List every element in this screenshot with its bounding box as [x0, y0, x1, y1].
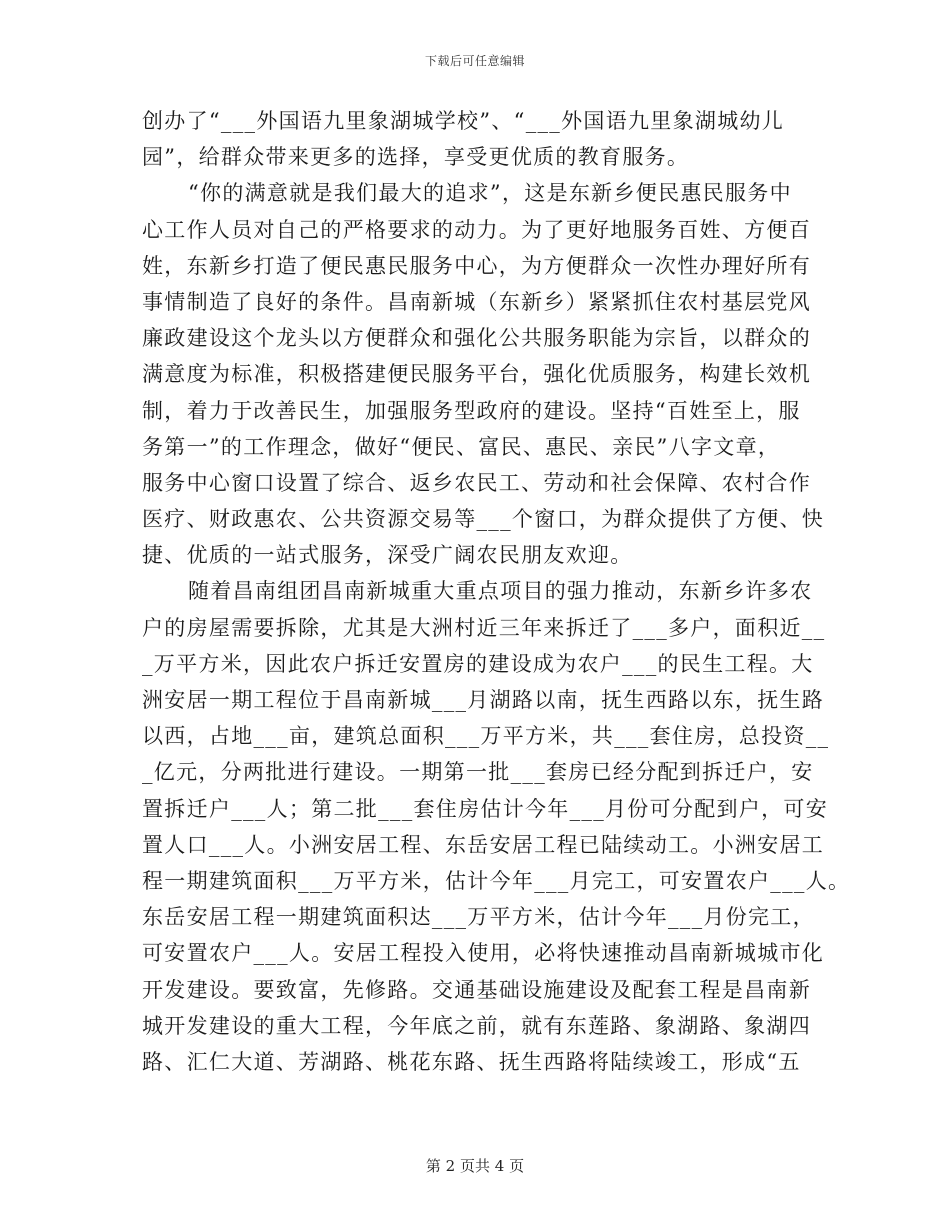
text-line: 事情制造了良好的条件。昌南新城（东新乡）紧紧抓住农村基层党风 — [142, 289, 811, 314]
text-line: 户的房屋需要拆除，尤其是大洲村近三年来拆迁了___多户，面积近__ — [142, 615, 826, 640]
text-line: 洲安居一期工程位于昌南新城___月湖路以南，抚生西路以东，抚生路 — [142, 688, 825, 712]
text-line: _万平方米，因此农户拆迁安置房的建设成为农户___的民生工程。大 — [142, 651, 814, 676]
text-line: 可安置农户___人。安居工程投入使用，必将快速推动昌南新城城市化 — [142, 941, 825, 966]
text-line: 路、汇仁大道、芳湖路、桃花东路、抚生西路将陆续竣工，形成“五 — [142, 1049, 801, 1074]
text-line: 以西，占地___亩，建筑总面积___万平方米，共___套住房，总投资__ — [142, 724, 830, 749]
text-line: _亿元，分两批进行建设。一期第一批___套房已经分配到拆迁户，安 — [142, 760, 814, 785]
text-line: 创办了“___外国语九里象湖城学校”、“___外国语九里象湖城幼儿 — [142, 109, 785, 133]
text-line: 东岳安居工程一期建筑面积达___万平方米，估计今年___月份完工， — [142, 905, 815, 930]
text-line: 开发建设。要致富，先修路。交通基础设施建设及配套工程是昌南新 — [142, 977, 811, 1002]
text-line: 心工作人员对自己的严格要求的动力。为了更好地服务百姓、方便百 — [142, 217, 811, 242]
paragraph-start-line: “你的满意就是我们最大的追求”，这是东新乡便民惠民服务中 — [188, 181, 792, 206]
page-header: 下载后可任意编辑 — [424, 54, 525, 68]
text-line: 城开发建设的重大工程，今年底之前，就有东莲路、象湖路、象湖四 — [142, 1013, 811, 1038]
page-footer: 第 2 页共 4 页 — [425, 1157, 525, 1175]
text-line: 满意度为标准，积极搭建便民服务平台，强化优质服务，构建长效机 — [142, 362, 811, 387]
text-line: 园”，给群众带来更多的选择，享受更优质的教育服务。 — [142, 145, 690, 170]
text-line: 置人口___人。小洲安居工程、东岳安居工程已陆续动工。小洲安居工 — [142, 832, 825, 857]
text-line: 捷、优质的一站式服务，深受广阔农民朋友欢迎。 — [142, 543, 633, 568]
text-line: 医疗、财政惠农、公共资源交易等___个窗口，为群众提供了方便、快 — [142, 507, 825, 532]
text-line: 廉政建设这个龙头以方便群众和强化公共服务职能为宗旨，以群众的 — [142, 326, 811, 351]
text-line: 制，着力于改善民生，加强服务型政府的建设。坚持“百姓至上，服 — [142, 398, 801, 423]
paragraph-start-line: 随着昌南组团昌南新城重大重点项目的强力推动，东新乡许多农 — [188, 579, 813, 604]
text-line: 程一期建筑面积___万平方米，估计今年___月完工，可安置农户___人。 — [142, 868, 851, 893]
body-text — [142, 103, 851, 1080]
text-line: 服务中心窗口设置了综合、返乡农民工、劳动和社会保障、农村合作 — [142, 470, 811, 495]
text-line: 姓，东新乡打造了便民惠民服务中心，为方便群众一次性办理好所有 — [142, 253, 811, 278]
text-line: 务第一”的工作理念，做好“便民、富民、惠民、亲民”八字文章， — [142, 434, 781, 459]
text-line: 置拆迁户___人；第二批___套住房估计今年___月份可分配到户，可安 — [142, 796, 828, 821]
